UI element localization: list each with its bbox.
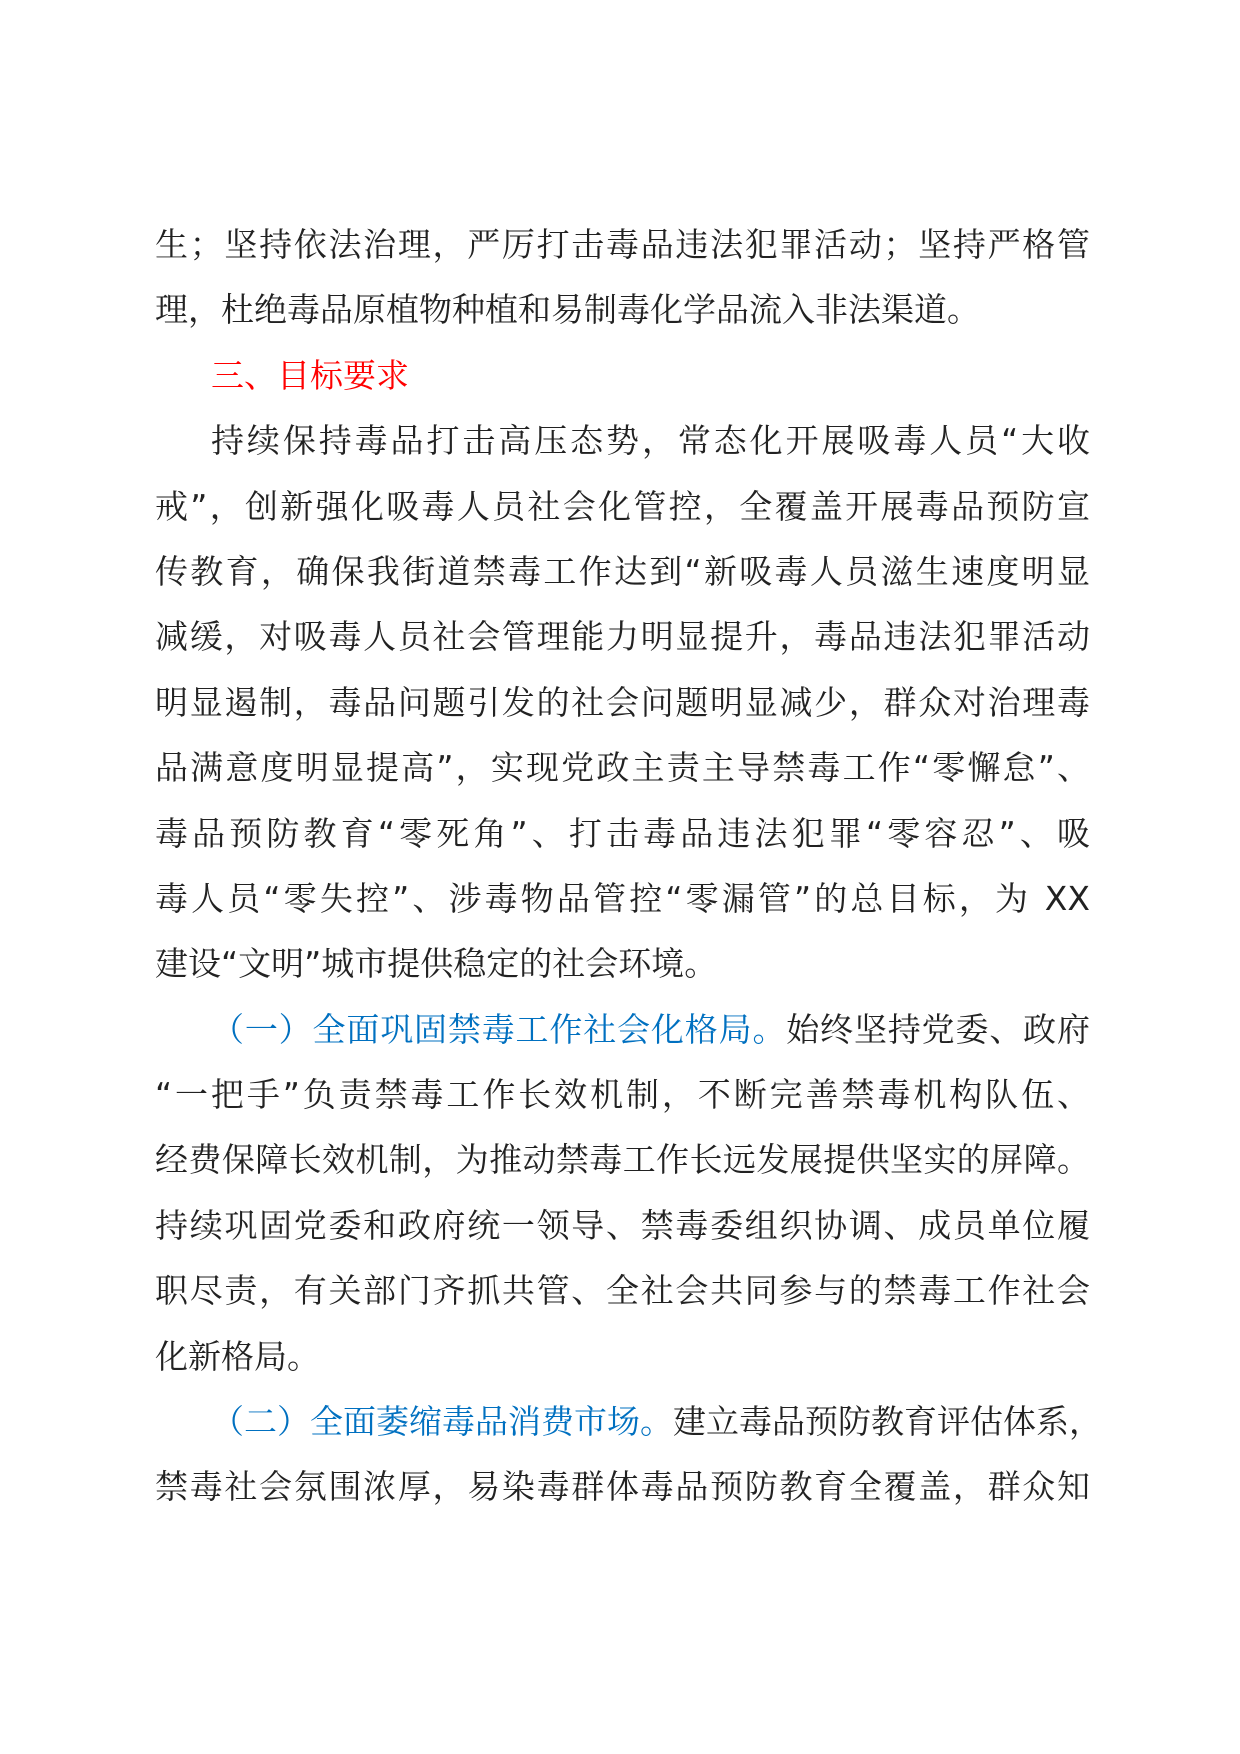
document-body: [155, 212, 1102, 1520]
body-text-line: 品满意度明显提高”，实现党政主责主导禁毒工作“零懈怠”、: [155, 748, 1090, 788]
body-text-line: 毒品预防教育“零死角”、打击毒品违法犯罪“零容忍”、吸: [155, 813, 1090, 853]
body-text-line: 明显遏制，毒品问题引发的社会问题明显减少，群众对治理毒: [155, 682, 1090, 722]
body-text-line: 化新格局。: [155, 1336, 320, 1376]
body-text-line: 持续保持毒品打击高压态势，常态化开展吸毒人员“大收: [211, 421, 1090, 461]
section-heading: 三、目标要求: [211, 355, 409, 395]
body-text-line: 持续巩固党委和政府统一领导、禁毒委组织协调、成员单位履: [155, 1205, 1090, 1245]
body-text: 建立毒品预防教育评估体系，: [673, 1402, 1102, 1442]
body-text-line: 生；坚持依法治理，严厉打击毒品违法犯罪活动；坚持严格管: [155, 225, 1090, 264]
subsection-first-line: [155, 1389, 1102, 1454]
body-text-line: 减缓，对吸毒人员社会管理能力明显提升，毒品违法犯罪活动: [155, 617, 1090, 657]
body-text-line: 禁毒社会氛围浓厚，易染毒群体毒品预防教育全覆盖，群众知: [155, 1467, 1090, 1507]
body-text-line: 经费保障长效机制，为推动禁毒工作长远发展提供坚实的屏障。: [155, 1140, 1090, 1180]
subsection-title: （二）全面萎缩毒品消费市场。: [211, 1402, 673, 1442]
body-text-line: “一把手”负责禁毒工作长效机制，不断完善禁毒机构队伍、: [155, 1075, 1090, 1115]
subsection-first-line: [155, 997, 1090, 1062]
body-text: 始终坚持党委、政府: [786, 1009, 1091, 1049]
body-text-line: 职尽责，有关部门齐抓共管、全社会共同参与的禁毒工作社会: [155, 1271, 1090, 1311]
body-text-line: 建设“文明”城市提供稳定的社会环境。: [155, 944, 718, 984]
body-text-line: 毒人员“零失控”、涉毒物品管控“零漏管”的总目标，为 XX: [155, 878, 1090, 918]
body-text-line: 传教育，确保我街道禁毒工作达到“新吸毒人员滋生速度明显: [155, 551, 1090, 591]
body-text-line: 戒”，创新强化吸毒人员社会化管控，全覆盖开展毒品预防宣: [155, 486, 1090, 526]
subsection-title: （一）全面巩固禁毒工作社会化格局。: [211, 1009, 787, 1049]
body-text-line: 理，杜绝毒品原植物种植和易制毒化学品流入非法渠道。: [155, 290, 980, 330]
